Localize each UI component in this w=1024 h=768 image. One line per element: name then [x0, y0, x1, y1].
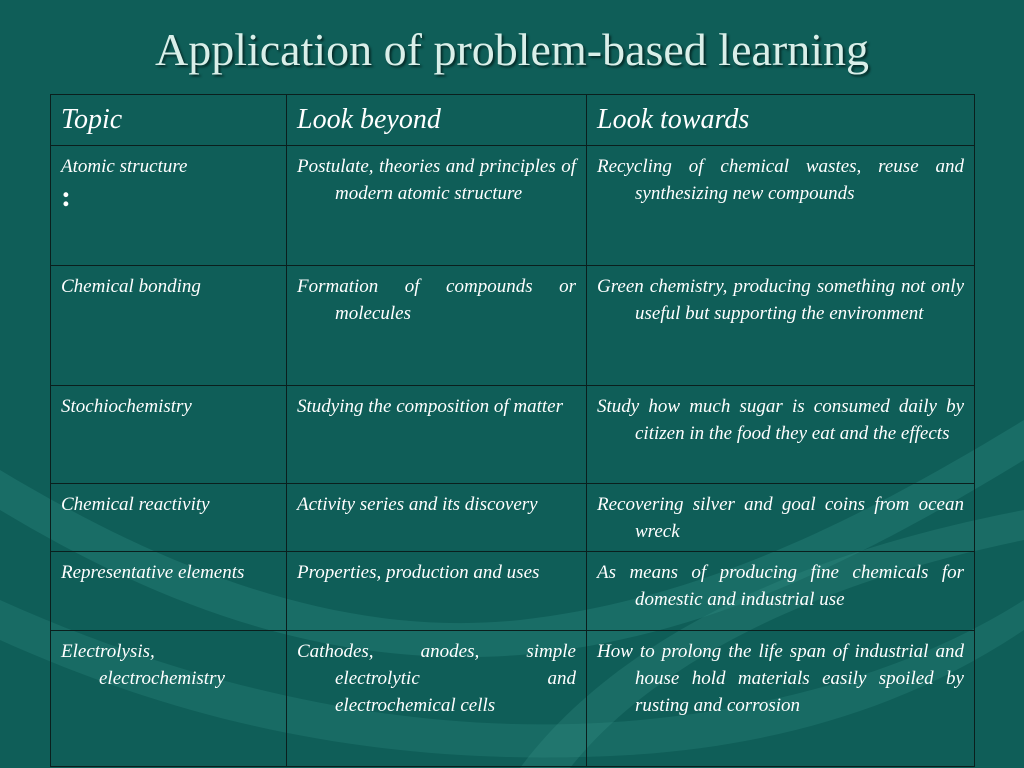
topic-cell: [51, 484, 287, 552]
topic-text: Chemical bonding: [61, 276, 201, 297]
look-towards-cell: [587, 552, 975, 631]
topic-cell: [51, 266, 287, 386]
column-header-look-beyond: Look beyond: [287, 95, 587, 146]
look-towards-cell: [587, 631, 975, 767]
topics-table: [50, 94, 975, 767]
look-towards-cell: [587, 146, 975, 266]
slide-title: Application of problem-based learning: [154, 24, 870, 75]
topic-cell: [51, 146, 287, 266]
look-beyond-cell: [287, 484, 587, 552]
colon-mark: :: [61, 180, 71, 213]
look-beyond-cell: [287, 386, 587, 484]
look-towards-cell: [587, 484, 975, 552]
column-header-look-towards: Look towards: [587, 95, 975, 146]
topic-text: Chemical reactivity: [61, 494, 210, 515]
header-row: [51, 95, 975, 146]
topic-text: Stochiochemistry: [61, 396, 192, 417]
look-beyond-text: Properties, production and uses: [297, 562, 540, 583]
topic-cell: [51, 631, 287, 767]
topic-cell: [51, 552, 287, 631]
look-towards-cell: [587, 386, 975, 484]
look-towards-text: Recovering silver and goal coins from ocean wreck: [597, 494, 964, 542]
topic-text: Representative elements: [61, 562, 245, 583]
table-row: [51, 484, 975, 552]
look-beyond-text: Studying the composition of matter: [297, 396, 563, 417]
column-header-topic: Topic: [51, 95, 287, 146]
table-row: [51, 146, 975, 266]
look-towards-text: As means of producing fine chemicals for domestic and industrial use: [597, 562, 964, 610]
topic-cell: [51, 386, 287, 484]
look-towards-text: Recycling of chemical wastes, reuse and synthesizing new compounds: [597, 156, 964, 204]
look-towards-cell: [587, 266, 975, 386]
look-beyond-cell: [287, 631, 587, 767]
look-beyond-text: Activity series and its discovery: [297, 494, 538, 515]
look-beyond-text: Formation of compounds or molecules: [297, 276, 576, 324]
table-row: [51, 386, 975, 484]
look-beyond-text: Cathodes, anodes, simple electrolytic and electrochemical cells: [297, 641, 576, 716]
topic-text: Atomic structure: [61, 156, 188, 177]
table-row: [51, 266, 975, 386]
look-beyond-cell: [287, 552, 587, 631]
look-towards-text: Green chemistry, producing something not only useful but supporting the environment: [597, 276, 964, 324]
table-row: [51, 552, 975, 631]
topic-text: Electrolysis, electrochemistry: [61, 641, 225, 689]
look-towards-text: Study how much sugar is consumed daily by citizen in the food they eat and the effects: [597, 396, 964, 444]
look-towards-text: How to prolong the life span of industrial and house hold materials easily spoiled by rusting and corrosion: [597, 641, 964, 716]
look-beyond-cell: [287, 146, 587, 266]
look-beyond-cell: [287, 266, 587, 386]
look-beyond-text: Postulate, theories and principles of modern atomic structure: [297, 156, 576, 204]
table-row: [51, 631, 975, 767]
